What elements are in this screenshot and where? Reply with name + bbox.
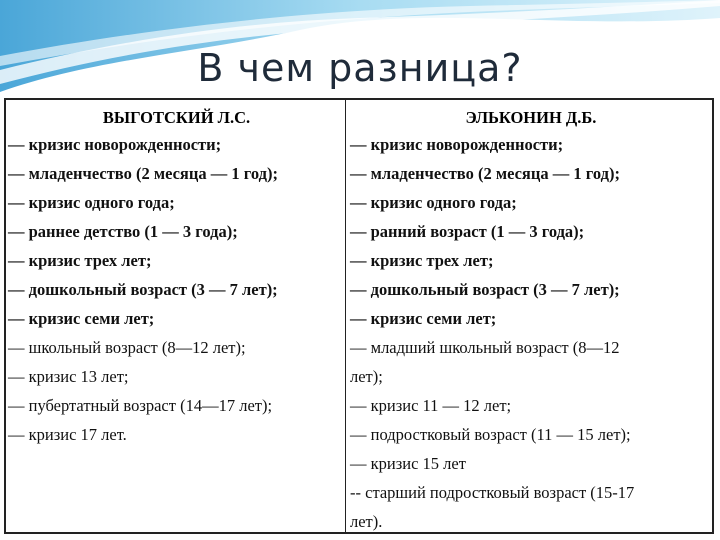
right-period-item: — дошкольный возраст (3 — 7 лет); xyxy=(350,280,620,299)
column-elkonin xyxy=(346,100,712,532)
left-period-item: — кризис одного года; xyxy=(8,193,175,212)
right-period-item: — кризис 11 — 12 лет; xyxy=(350,396,512,415)
column-vygotsky xyxy=(6,100,346,532)
left-period-item: — младенчество (2 месяца — 1 год); xyxy=(8,164,278,183)
left-period-item: — кризис 17 лет. xyxy=(8,425,127,444)
right-period-item: — младенчество (2 месяца — 1 год); xyxy=(350,164,620,183)
right-period-item: — кризис трех лет; xyxy=(350,251,494,270)
right-period-item: — кризис 15 лет xyxy=(350,454,466,473)
left-period-item: — кризис новорожденности; xyxy=(8,135,222,154)
column-header-elkonin: ЭЛЬКОНИН Д.Б. xyxy=(465,108,597,127)
comparison-table xyxy=(4,98,714,534)
right-period-item: — кризис новорожденности; xyxy=(350,135,564,154)
period-list-elkonin xyxy=(350,130,712,536)
left-period-item: — кризис 13 лет; xyxy=(8,367,129,386)
right-period-item: лет). xyxy=(350,512,383,531)
right-period-item: — младший школьный возраст (8—12 xyxy=(350,338,620,357)
slide-title: В чем разница? xyxy=(197,46,523,90)
right-period-item: — подростковый возраст (11 — 15 лет); xyxy=(350,425,631,444)
right-period-item: — кризис семи лет; xyxy=(350,309,497,328)
left-period-item: — пубертатный возраст (14—17 лет); xyxy=(8,396,273,415)
left-period-item: — школьный возраст (8—12 лет); xyxy=(8,338,246,357)
left-period-item: — раннее детство (1 — 3 года); xyxy=(8,222,238,241)
right-period-item: — ранний возраст (1 — 3 года); xyxy=(350,222,585,241)
left-period-item: — кризис семи лет; xyxy=(8,309,155,328)
right-period-item: лет); xyxy=(350,367,383,386)
left-period-item: — кризис трех лет; xyxy=(8,251,152,270)
right-period-item: — кризис одного года; xyxy=(350,193,517,212)
left-period-item: — дошкольный возраст (3 — 7 лет); xyxy=(8,280,278,299)
column-header-vygotsky: ВЫГОТСКИЙ Л.С. xyxy=(102,108,251,127)
right-period-item: -- старший подростковый возраст (15-17 xyxy=(350,483,635,502)
period-list-vygotsky xyxy=(8,130,345,449)
